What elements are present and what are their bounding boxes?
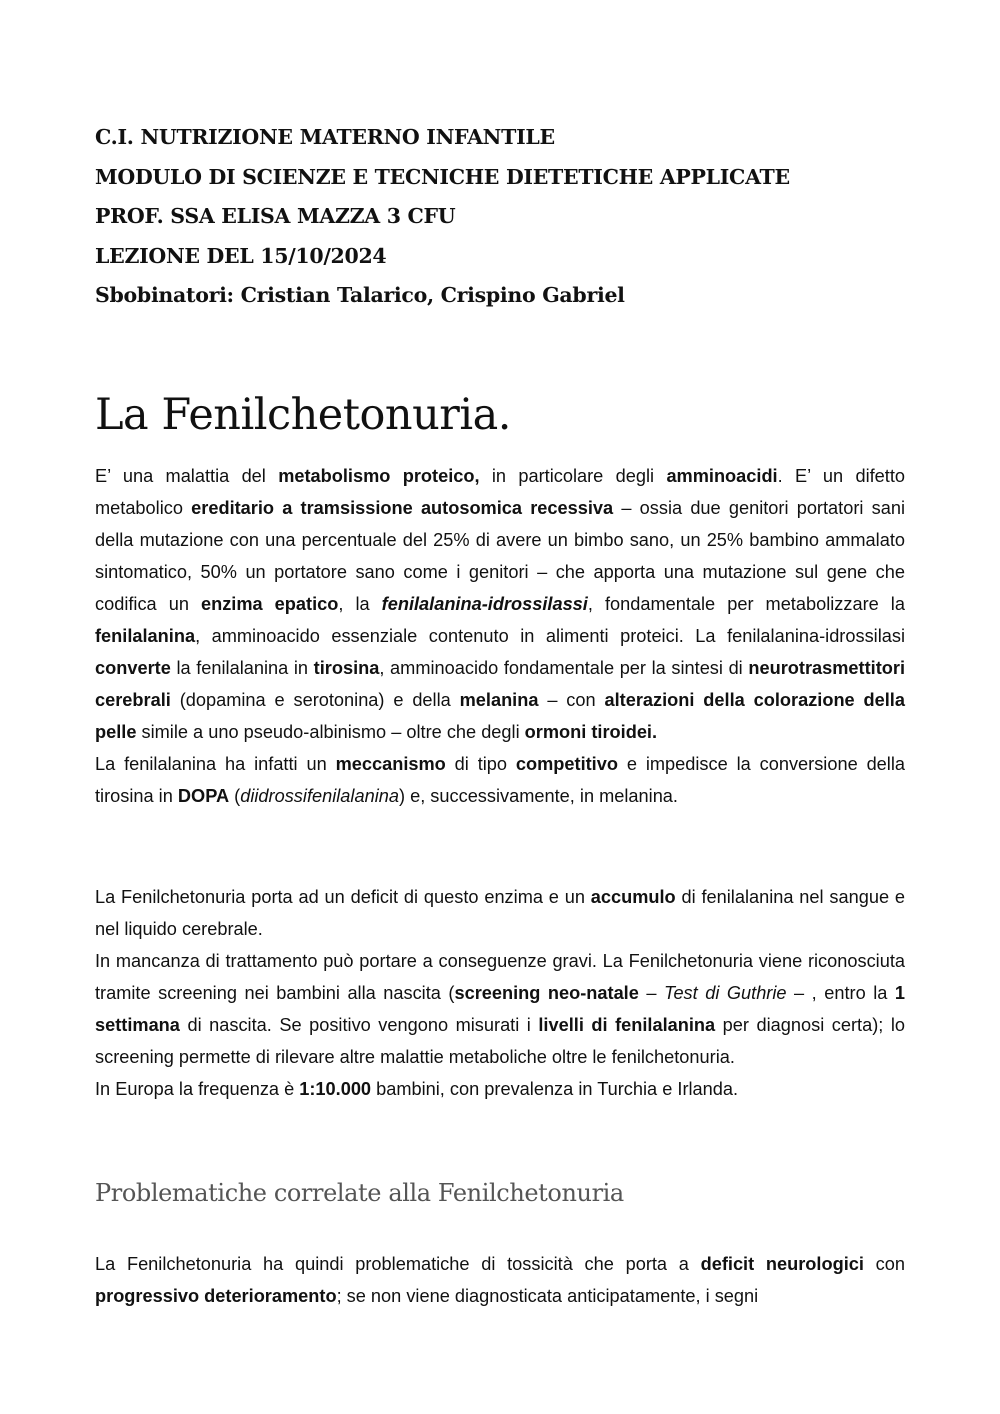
bold-text: alterazioni della colorazione della pelle [95,690,905,742]
bold-text: deficit neurologici [700,1254,864,1274]
text-run: – con [538,690,605,710]
text-run: la fenilalanina in [170,658,314,678]
text-run: La Fenilchetonuria porta ad un deficit di questo enzima e un [95,887,591,907]
bold-text: neurotrasmettitori cerebrali [95,658,905,710]
module-name: MODULO DI SCIENZE E TECNICHE DIETETICHE APPLICATE [95,164,790,189]
paragraph-mechanism [95,748,905,812]
bold-text: competitivo [515,754,618,774]
lesson-date: LEZIONE DEL 15/10/2024 [95,243,387,268]
text-run: e impedisce la conversione della tirosina in [95,754,905,806]
intro-section [95,460,905,812]
bold-text: melanina [459,690,539,710]
text-run: per diagnosi certa); lo screening permette di rilevare altre malattie metaboliche oltre le fenilchetonuria. [95,1015,905,1067]
text-run: di nascita. Se positivo vengono misurati i [179,1015,539,1035]
text-run: simile a uno pseudo-albinismo – oltre che degli [136,722,525,742]
paragraph-accumulation [95,881,905,945]
text-run: . E’ un difetto metabolico [95,466,905,518]
text-run: La fenilalanina ha infatti un [95,754,336,774]
bold-text: ereditario a tramsissione autosomica recessiva [191,498,614,518]
text-run: , fondamentale per metabolizzare la [587,594,905,614]
bold-text: tirosina [313,658,380,678]
text-run: (dopamina e serotonina) e della [170,690,460,710]
paragraph-screening [95,945,905,1073]
text-run: La Fenilchetonuria ha quindi problematiche di tossicità che porta a [95,1254,701,1274]
text-run: di tipo [445,754,516,774]
professor-name: PROF. SSA ELISA MAZZA 3 CFU [95,204,456,228]
course-name: C.I. NUTRIZIONE MATERNO INFANTILE [95,125,555,149]
italic-text: Test di Guthrie [664,983,787,1003]
bold-text: fenilalanina [95,626,196,646]
text-run: in particolare degli [479,466,667,486]
text-run: ; se non viene diagnosticata anticipatamente, i segni [336,1286,759,1306]
bold-text: DOPA [177,786,230,806]
bold-text: screening neo-natale [454,983,639,1003]
text-run: ) e, successivamente, in melanina. [398,786,678,806]
text-run: – [638,983,664,1003]
document-title: La Fenilchetonuria. [95,390,511,440]
document-header [95,118,915,316]
text-run: , amminoacido fondamentale per la sintesi di [379,658,749,678]
bold-text: converte [95,658,171,678]
bold-text: fenilalanina-idrossilassi [381,594,588,614]
paragraph-definition [95,460,905,748]
bold-text: 1 settimana [95,983,905,1035]
bold-text: metabolismo proteico, [278,466,480,486]
paragraph-problems [95,1248,905,1312]
bold-text: accumulo [590,887,676,907]
bold-text: enzima epatico [200,594,339,614]
text-run: In Europa la frequenza è [95,1079,300,1099]
paragraph-frequency [95,1073,905,1105]
text-run: con [863,1254,905,1274]
text-run: , la [338,594,382,614]
diagnosis-section [95,881,905,1105]
text-run: , amminoacido essenziale contenuto in alimenti proteici. La fenilalanina-idrossilasi [195,626,905,646]
bold-text: 1:10.000 [299,1079,372,1099]
text-run: – ossia due genitori portatori sani della mutazione con una percentuale del 25% di avere un bimbo sano, un 25% bambino ammalato sintomatico, 50% un portatore sano come i genitori – che apporta una mutazione sul gene che codifica un [95,498,905,614]
text-run: E’ una malattia del [95,466,279,486]
text-run: di fenilalanina nel sangue e nel liquido cerebrale. [95,887,905,939]
text-run: – , entro la [786,983,895,1003]
section-heading: Problematiche correlate alla Fenilchetonuria [95,1179,624,1207]
italic-text: diidrossifenilalanina [240,786,399,806]
problems-section [95,1248,905,1312]
bold-text: progressivo deterioramento [95,1286,337,1306]
text-run: bambini, con prevalenza in Turchia e Irlanda. [371,1079,739,1099]
bold-text: amminoacidi [666,466,778,486]
text-run: In mancanza di trattamento può portare a conseguenze gravi. La Fenilchetonuria viene riconosciuta tramite screening nei bambini alla nascita ( [95,951,905,1003]
bold-text: livelli di fenilalanina [538,1015,716,1035]
bold-text: ormoni tiroidei. [524,722,658,742]
bold-text: meccanismo [335,754,446,774]
transcribers: Sbobinatori: Cristian Talarico, Crispino Gabriel [95,283,625,307]
text-run: ( [229,786,241,806]
